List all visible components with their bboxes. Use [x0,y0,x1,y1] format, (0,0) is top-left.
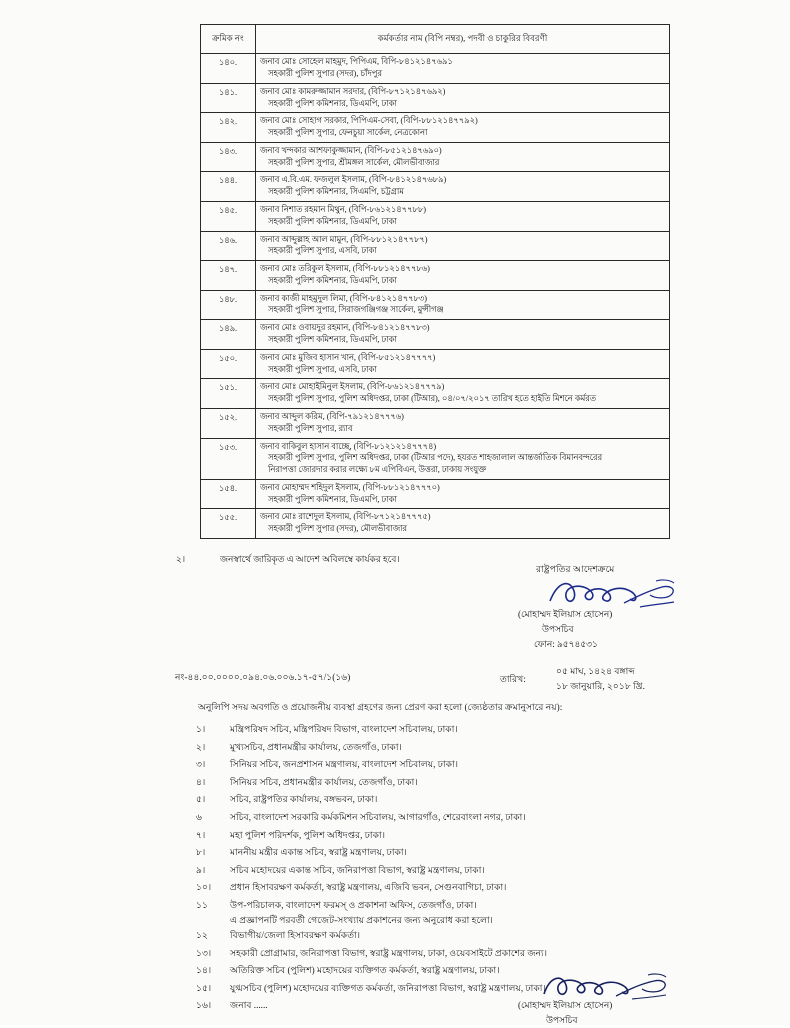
list-item-text: জনাব ...... [230,1000,268,1011]
row-details: জনাব মোঃ সোহেল মাহমুদ, পিপিএম, বিপি-৮৪১২১৪৭৬৯১ সহকারী পুলিশ সুপার (সদর), চাঁদপুর [256,54,670,84]
list-item-text: সহকারী প্রোগ্রামার, জনিরাপত্তা বিভাগ, স্বরাষ্ট্র মন্ত্রণালয়, ঢাকা, ওয়েবসাইটে প্রকাশের জন্য। [230,947,547,958]
table-row [201,54,670,84]
list-item-text: সচিব, রাষ্ট্রপতির কার্যালয়, বঙ্গভবন, ঢাকা। [230,794,378,805]
row-details: জনাব মোঃ মুজিব হাসান খান, (বিপি-৮৫১২১৪৭৭৭৭) সহকারী পুলিশ সুপার, এসবি, ঢাকা [256,349,670,379]
table-row [201,142,670,172]
list-item [196,898,756,928]
authority-line: রাষ্ট্রপতির আদেশক্রমে [536,564,615,574]
list-item [196,740,756,758]
list-item [196,757,756,775]
row-details: জনাব মোঃ কামরুজ্জামান সরদার, (বিপি-৮৭১২১৪৭৬৯২) সহকারী পুলিশ কমিশনার, ডিএমপি, ঢাকা [256,83,670,113]
table-row [201,320,670,350]
list-item-index: ১৫। [196,982,212,993]
table-row [201,349,670,379]
table-row [201,290,670,320]
row-details: জনাব খন্দকার আশফাকুজ্জামান, (বিপি-৮৫১২১৪৭৬৯০) সহকারী পুলিশ সুপার, শ্রীমঙ্গল সার্কেল, মৌলভীবাজার [256,142,670,172]
row-serial: ১৪৮. [201,290,256,320]
row-serial: ১৫৪. [201,479,256,509]
signatory-name-top: (মোহাম্মদ ইলিয়াস হোসেন) [518,609,613,619]
list-item [196,775,756,793]
row-serial: ১৫১. [201,379,256,409]
row-details: জনাব মোঃ মোহাইমিনুল ইসলাম, (বিপি-৮৬১২১৪৭৭৭৯) সহকারী পুলিশ সুপার, পুলিশ অধিদপ্তর, ঢাকা (টিআর), ০৪/০৭/২০১৭ তারিখ হতে হাইতি মিশনে কর্মরত [256,379,670,409]
table-row [201,438,670,479]
paragraph-two-number: ২। [176,554,186,564]
memo-date-gregorian: ১৮ জানুয়ারি, ২০১৮ খ্রি. [556,681,645,691]
table-row [201,83,670,113]
list-item [196,722,756,740]
handwritten-signature-bottom [538,972,718,998]
table-row [201,172,670,202]
row-details: জনাব মোঃ সোহাগ সরকার, পিপিএম-সেবা, (বিপি-৮৮১২১৪৭৭৯২) সহকারী পুলিশ সুপার, ফেনচুয়া সার্কেল, নেত্রকোনা [256,113,670,143]
row-details: জনাব নিশাত রহমান মিথুন, (বিপি-৮৬১২১৪৭৭৮৮) সহকারী পুলিশ কমিশনার, ডিএমপি, ঢাকা [256,202,670,232]
list-item-text [230,898,756,928]
list-item [196,928,756,946]
list-item-text: যুগ্মসচিব (পুলিশ) মহোদয়ের ব্যক্তিগত কর্মকর্তা, জনিরাপত্তা বিভাগ, স্বরাষ্ট্র মন্ত্রণালয়, ঢাকা। [230,982,546,993]
list-item [196,792,756,810]
list-item-index: ৮। [196,847,206,858]
list-item-index: ১০। [196,882,212,893]
signatory-name-bottom: (মোহাম্মদ ইলিয়াস হোসেন) [518,1000,613,1010]
row-details: জনাব আব্দুল্লাহ আল মামুন, (বিপি-৮৮১২১৪৭৭৮৭) সহকারী পুলিশ সুপার, এসবি, ঢাকা [256,231,670,261]
row-serial: ১৫০. [201,349,256,379]
row-details: জনাব আব্দুল করিম, (বিপি-৭৯১২১৪৭৭৭৬) সহকারী পুলিশ সুপার, র‌্যাব [256,408,670,438]
list-item-text: সচিব, বাংলাদেশ সরকারি কর্মকমিশন সচিবালয়, আগারগাঁও, শেরেবাংলা নগর, ঢাকা। [230,811,526,822]
signatory-phone: ফোন: ৯৫৭৪৫৩১ [534,639,598,649]
list-item-index: ১২ [196,929,208,940]
signatory-designation-top: উপসচিব [542,624,574,634]
row-serial: ১৪৬. [201,231,256,261]
officer-list-table [200,24,670,539]
paragraph-two-text: জনস্বার্থে জারিকৃত এ আদেশ অবিলম্বে কার্যকর হবে। [220,554,400,564]
table-row [201,261,670,291]
list-item-subnote: এ প্রজ্ঞাপনটি পরবর্তী গেজেট-সংখ্যায় প্রকাশনের জন্য অনুরোধ করা হলো। [230,914,493,925]
row-details: জনাব বাকিবুল হাসান বাচ্ছে, (বিপি-৮১২১২১৪৭৭৭৪) সহকারী পুলিশ সুপার, পুলিশ অধিদপ্তর, ঢাকা (টিআর পদে), হযরত শাহজালাল আন্তর্জাতিক বিমানবন্দরের নিরাপত্তা জোরদার করার লক্ষ্যে ৮ম এপিবিএন, উত্তরা, ঢাকায় সংযুক্ত [256,438,670,479]
list-item-index: ৬ [196,811,202,822]
list-item-index: ১৪। [196,965,212,976]
handwritten-signature-top [544,577,728,607]
row-details: জনাব মোহাম্মদ শহিদুল ইসলাম, (বিপি-৮৮১২১৪৭৭৭০) সহকারী পুলিশ কমিশনার, ডিএমপি, ঢাকা [256,479,670,509]
memo-date-block [500,664,645,694]
list-item-text: অতিরিক্ত সচিব (পুলিশ) মহোদয়ের ব্যক্তিগত কর্মকর্তা, স্বরাষ্ট্র মন্ত্রণালয়, ঢাকা। [230,965,500,976]
row-serial: ১৫২. [201,408,256,438]
row-details: জনাব মোঃ রাশেদুল ইসলাম, (বিপি-৮৭১২১৪৭৭৭৫) সহকারী পুলিশ সুপার (সদর), মৌলভীবাজার [256,509,670,539]
list-item [196,863,756,881]
list-item-text: সচিব মহোদয়ের একান্ত সচিব, জনিরাপত্তা বিভাগ, স্বরাষ্ট্র মন্ত্রণালয়, ঢাকা। [230,864,485,875]
memo-number: নং-৪৪.০০.০০০০.০৯৪.০৬.০০৬.১৭-৫৭/১(১৬) [175,672,351,682]
table-row [201,113,670,143]
signature-block-top [498,562,728,652]
list-item-index: ৫। [196,794,206,805]
list-item [196,946,756,964]
list-item-text: সিনিয়র সচিব, প্রধানমন্ত্রীর কার্যালয়, তেজগাঁও, ঢাকা। [230,776,418,787]
row-serial: ১৪৯. [201,320,256,350]
list-item-main: উপ-পরিচালক, বাংলাদেশ ফরমস্ ও প্রকাশনা অফিস, তেজগাঁও, ঢাকা। [230,899,477,910]
table-head [201,25,670,54]
list-item-text: মন্ত্রিপরিষদ সচিব, মন্ত্রিপরিষদ বিভাগ, বাংলাদেশ সচিবালয়, ঢাকা। [230,724,458,734]
list-item-index: ১১ [196,899,208,910]
row-serial: ১৫৩. [201,438,256,479]
list-item-text: সিনিয়র সচিব, জনপ্রশাসন মন্ত্রণালয়, বাংলাদেশ সচিবালয়, ঢাকা। [230,759,459,770]
row-details: জনাব মোঃ ওবায়দুর রহমান, (বিপি-৮৪১২১৪৭৭৮৩) সহকারী পুলিশ কমিশনার, ডিএমপি, ঢাকা [256,320,670,350]
table-header-row [201,25,670,54]
table-body [201,54,670,539]
list-item-index: ২। [196,741,206,752]
list-item-text: মাননীয় মন্ত্রীর একান্ত সচিব, স্বরাষ্ট্র মন্ত্রণালয়, ঢাকা। [230,847,407,858]
list-item-index: ৪। [196,776,206,787]
list-item [196,828,756,846]
row-serial: ১৪৪. [201,172,256,202]
table-row [201,202,670,232]
list-item-index: ১৩। [196,947,212,958]
list-item-text: মুখ্যসচিব, প্রধানমন্ত্রীর কার্যালয়, তেজগাঁও, ঢাকা। [230,741,402,752]
memo-date-bangla: ০৫ মাঘ, ১৪২৪ বঙ্গাব্দ [556,666,635,676]
column-header-details: কর্মকর্তার নাম (বিপি নম্বর), পদবী ও চাকুরির বিবরণী [256,25,670,54]
memo-date-label: তারিখ: [500,674,526,684]
table-row [201,509,670,539]
row-serial: ১৪৭. [201,261,256,291]
list-item-index: ৩। [196,759,206,770]
signatory-designation-bottom: উপসচিব [546,1015,578,1025]
row-serial: ১৪০. [201,54,256,84]
row-details: জনাব মোঃ তরিকুল ইসলাম, (বিপি-৮৮১২১৪৭৭৮৬) সহকারী পুলিশ কমিশনার, ডিএমপি, ঢাকা [256,261,670,291]
table-row [201,479,670,509]
distribution-heading: অনুলিপি সদয় অবগতি ও প্রয়োজনীয় ব্যবস্থা গ্রহণের জন্য প্রেরণ করা হলো (জ্যেষ্ঠতার ক্রমানুসারে নয়): [198,702,563,712]
row-serial: ১৪৫. [201,202,256,232]
row-serial: ১৪৩. [201,142,256,172]
table-row [201,231,670,261]
table-row [201,408,670,438]
table-row [201,379,670,409]
row-serial: ১৫৫. [201,509,256,539]
list-item-text: বিভাগীয়/জেলা হিসাবরক্ষণ কর্মকর্তা। [230,929,361,940]
list-item-index: ১৬। [196,1000,212,1011]
list-item-text: প্রধান হিসাবরক্ষণ কর্মকর্তা, স্বরাষ্ট্র মন্ত্রণালয়, এজিবি ভবন, সেগুনবাগিচা, ঢাকা। [230,882,507,893]
list-item-index: ৭। [196,829,206,840]
list-item [196,810,756,828]
list-item-index: ১। [196,724,206,734]
row-serial: ১৪২. [201,113,256,143]
list-item-text: মহা পুলিশ পরিদর্শক, পুলিশ অধিদপ্তর, ঢাকা। [230,829,385,840]
list-item [196,845,756,863]
row-details: জনাব কাজী মাহমুদুল লিমা, (বিপি-৮৪১২১৪৭৭৮৩) সহকারী পুলিশ সুপার, সিরাজগঞ্জিগঞ্জ সার্কেল, মুন্সীগঞ্জ [256,290,670,320]
column-header-serial: ক্রমিক নং [201,25,256,54]
list-item [196,880,756,898]
list-item-index: ৯। [196,864,206,875]
row-details: জনাব এ.বি.এম. ফজলুল ইসলাম, (বিপি-৮৪১২১৪৭৬৮৯) সহকারী পুলিশ কমিশনার, সিএমপি, চট্টগ্রাম [256,172,670,202]
row-serial: ১৪১. [201,83,256,113]
signature-block-bottom [508,972,718,1028]
